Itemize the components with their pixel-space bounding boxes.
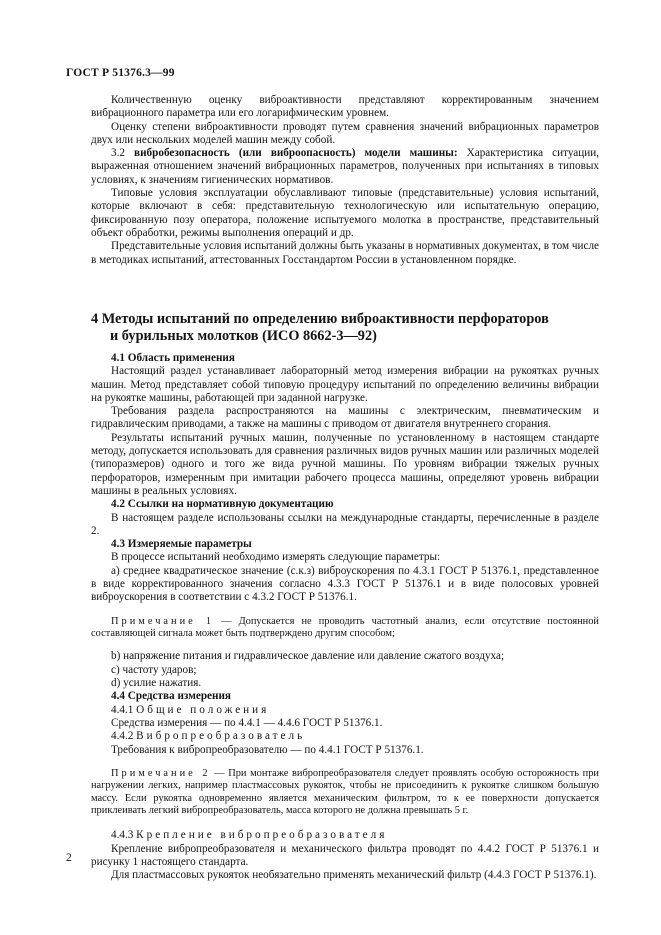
paragraph: Требования к вибропреобразователю — по 4.4.1 ГОСТ Р 51376.1.: [111, 743, 424, 756]
term: вибробезопасность (или виброопасность) модели машины:: [134, 147, 458, 160]
section-4-heading: [91, 311, 599, 345]
paragraph: Крепление вибропреобразователя и механического фильтра проводят по 4.4.2 ГОСТ Р 51376.1 и рисунку 1 настоящего стандарта.: [91, 842, 599, 869]
note-2: [91, 768, 599, 818]
section-4-body: [91, 352, 599, 883]
intro-block: [91, 94, 599, 267]
note-1: [91, 616, 599, 641]
note-text: — При монтаже вибропреобразователя следует проявлять особую осторожность при нагружении легких, например пластмассовых рукояток, чтобы не присоединить к рукоятке слишком большую массу. Если рукоятка одновременно является механическим фильтром, то к ее поверхности допускается приклеивать легкий вибропреобразователь, масса которого не должна превышать 5 г.: [91, 767, 599, 817]
note-label: Примечание 2: [111, 767, 211, 779]
list-item-a: а) среднее квадратическое значение (с.к.з) виброускорения по 4.3.1 ГОСТ Р 51376.1, представленное в виде корректированного значения согласно 4.3.3 ГОСТ Р 51376.1 и в виде полосовых уровней виброускорения в соответствии с 4.3.2 ГОСТ Р 51376.1.: [91, 564, 599, 604]
paragraph: Требования раздела распространяются на машины с электрическим, пневматическим и гидравлическим приводами, а также на машины с приводом от двигателя внутреннего сгорания.: [91, 405, 599, 431]
note-label: Примечание 1: [111, 615, 215, 627]
subsection-title: 4.1 Область применения: [111, 352, 235, 364]
subsubsection-title: 4.4.3 Крепление вибропреобразователя: [111, 829, 388, 842]
list-item-b: b) напряжение питания и гидравлическое давление или давление сжатого воздуха;: [111, 650, 505, 663]
definition-text: Характеристика ситуации, выраженная отношением значений вибрационных параметров, полученных при испытаниях в типовых условиях, к значениям гигиенических нормативов.: [91, 147, 599, 186]
subsubsection-title: 4.4.1 Общие положения: [111, 703, 270, 716]
subsubsection-title: 4.4.2 Вибропреобразователь: [111, 730, 306, 743]
paragraph: Для пластмассовых рукояток необязательно применять механический фильтр (4.4.3 ГОСТ Р 51376.1).: [111, 869, 597, 882]
subsection-title: 4.4 Средства измерения: [111, 690, 231, 703]
paragraph: Настоящий раздел устанавливает лабораторный метод измерения вибрации на рукоятках ручных машин. Метод представляет собой типовую процедуру испытаний по определению величины вибрации на рукоятке машины, работающей при заданной нагрузке.: [91, 365, 599, 404]
clause-number: 3.2: [111, 147, 125, 160]
heading-line: и бурильных молотков (ИСО 8662-3—92): [110, 328, 377, 344]
paragraph: В процессе испытаний необходимо измерять следующие параметры:: [111, 551, 441, 564]
paragraph: Представительные условия испытаний должны быть указаны в нормативных документах, в том числе в методиках испытаний, аттестованных Госстандартом России в установленном порядке.: [91, 240, 599, 266]
heading-line: 4 Методы испытаний по определению виброактивности перфораторов: [91, 311, 549, 327]
subsection-title: 4.3 Измеряемые параметры: [111, 538, 252, 551]
list-item-c: c) частоту ударов;: [111, 663, 197, 676]
paragraph: Средства измерения — по 4.4.1 — 4.4.6 ГОСТ Р 51376.1.: [111, 716, 383, 729]
subsection-title: 4.2 Ссылки на нормативную документацию: [111, 498, 334, 511]
paragraph: Результаты испытаний ручных машин, полученные по установленному в настоящем стандарте методу, допускается использовать для сравнения различных видов ручных машин или различных моделей (типоразмеров) одного и того же вида ручной машины. По уровням вибрации тяжелых ручных перфораторов, измеренным при имитации рабочего процесса машины, определяют уровень вибрации машины в реальных условиях.: [91, 431, 599, 497]
list-item-d: d) усилие нажатия.: [111, 677, 202, 690]
paragraph: Количественную оценку виброактивности представляют корректированным значением вибрационного параметра или его логарифмическим уровнем.: [91, 94, 599, 120]
note-text: — Допускается не проводить частотный анализ, если отсутствие постоянной составляющей сигнала может быть подтверждено другим способом;: [91, 615, 599, 640]
paragraph: Оценку степени виброактивности проводят путем сравнения значений вибрационных параметров двух или нескольких моделей машин между собой.: [91, 120, 599, 146]
paragraph: В настоящем разделе использованы ссылки на международные стандарты, перечисленные в разделе 2.: [91, 511, 599, 537]
page-number: 2: [66, 852, 72, 864]
paragraph: Типовые условия эксплуатации обуславливают типовые (представительные) условия испытаний, которые включают в себя: представительную технологическую или испытательную операцию, фиксированную позу оператора, положение испытуемого молотка в пространстве, представительный объект обработки, режимы выполнения операций и др.: [91, 187, 599, 239]
document-header: ГОСТ Р 51376.3—99: [66, 67, 175, 79]
definition-3-2: [91, 147, 599, 187]
